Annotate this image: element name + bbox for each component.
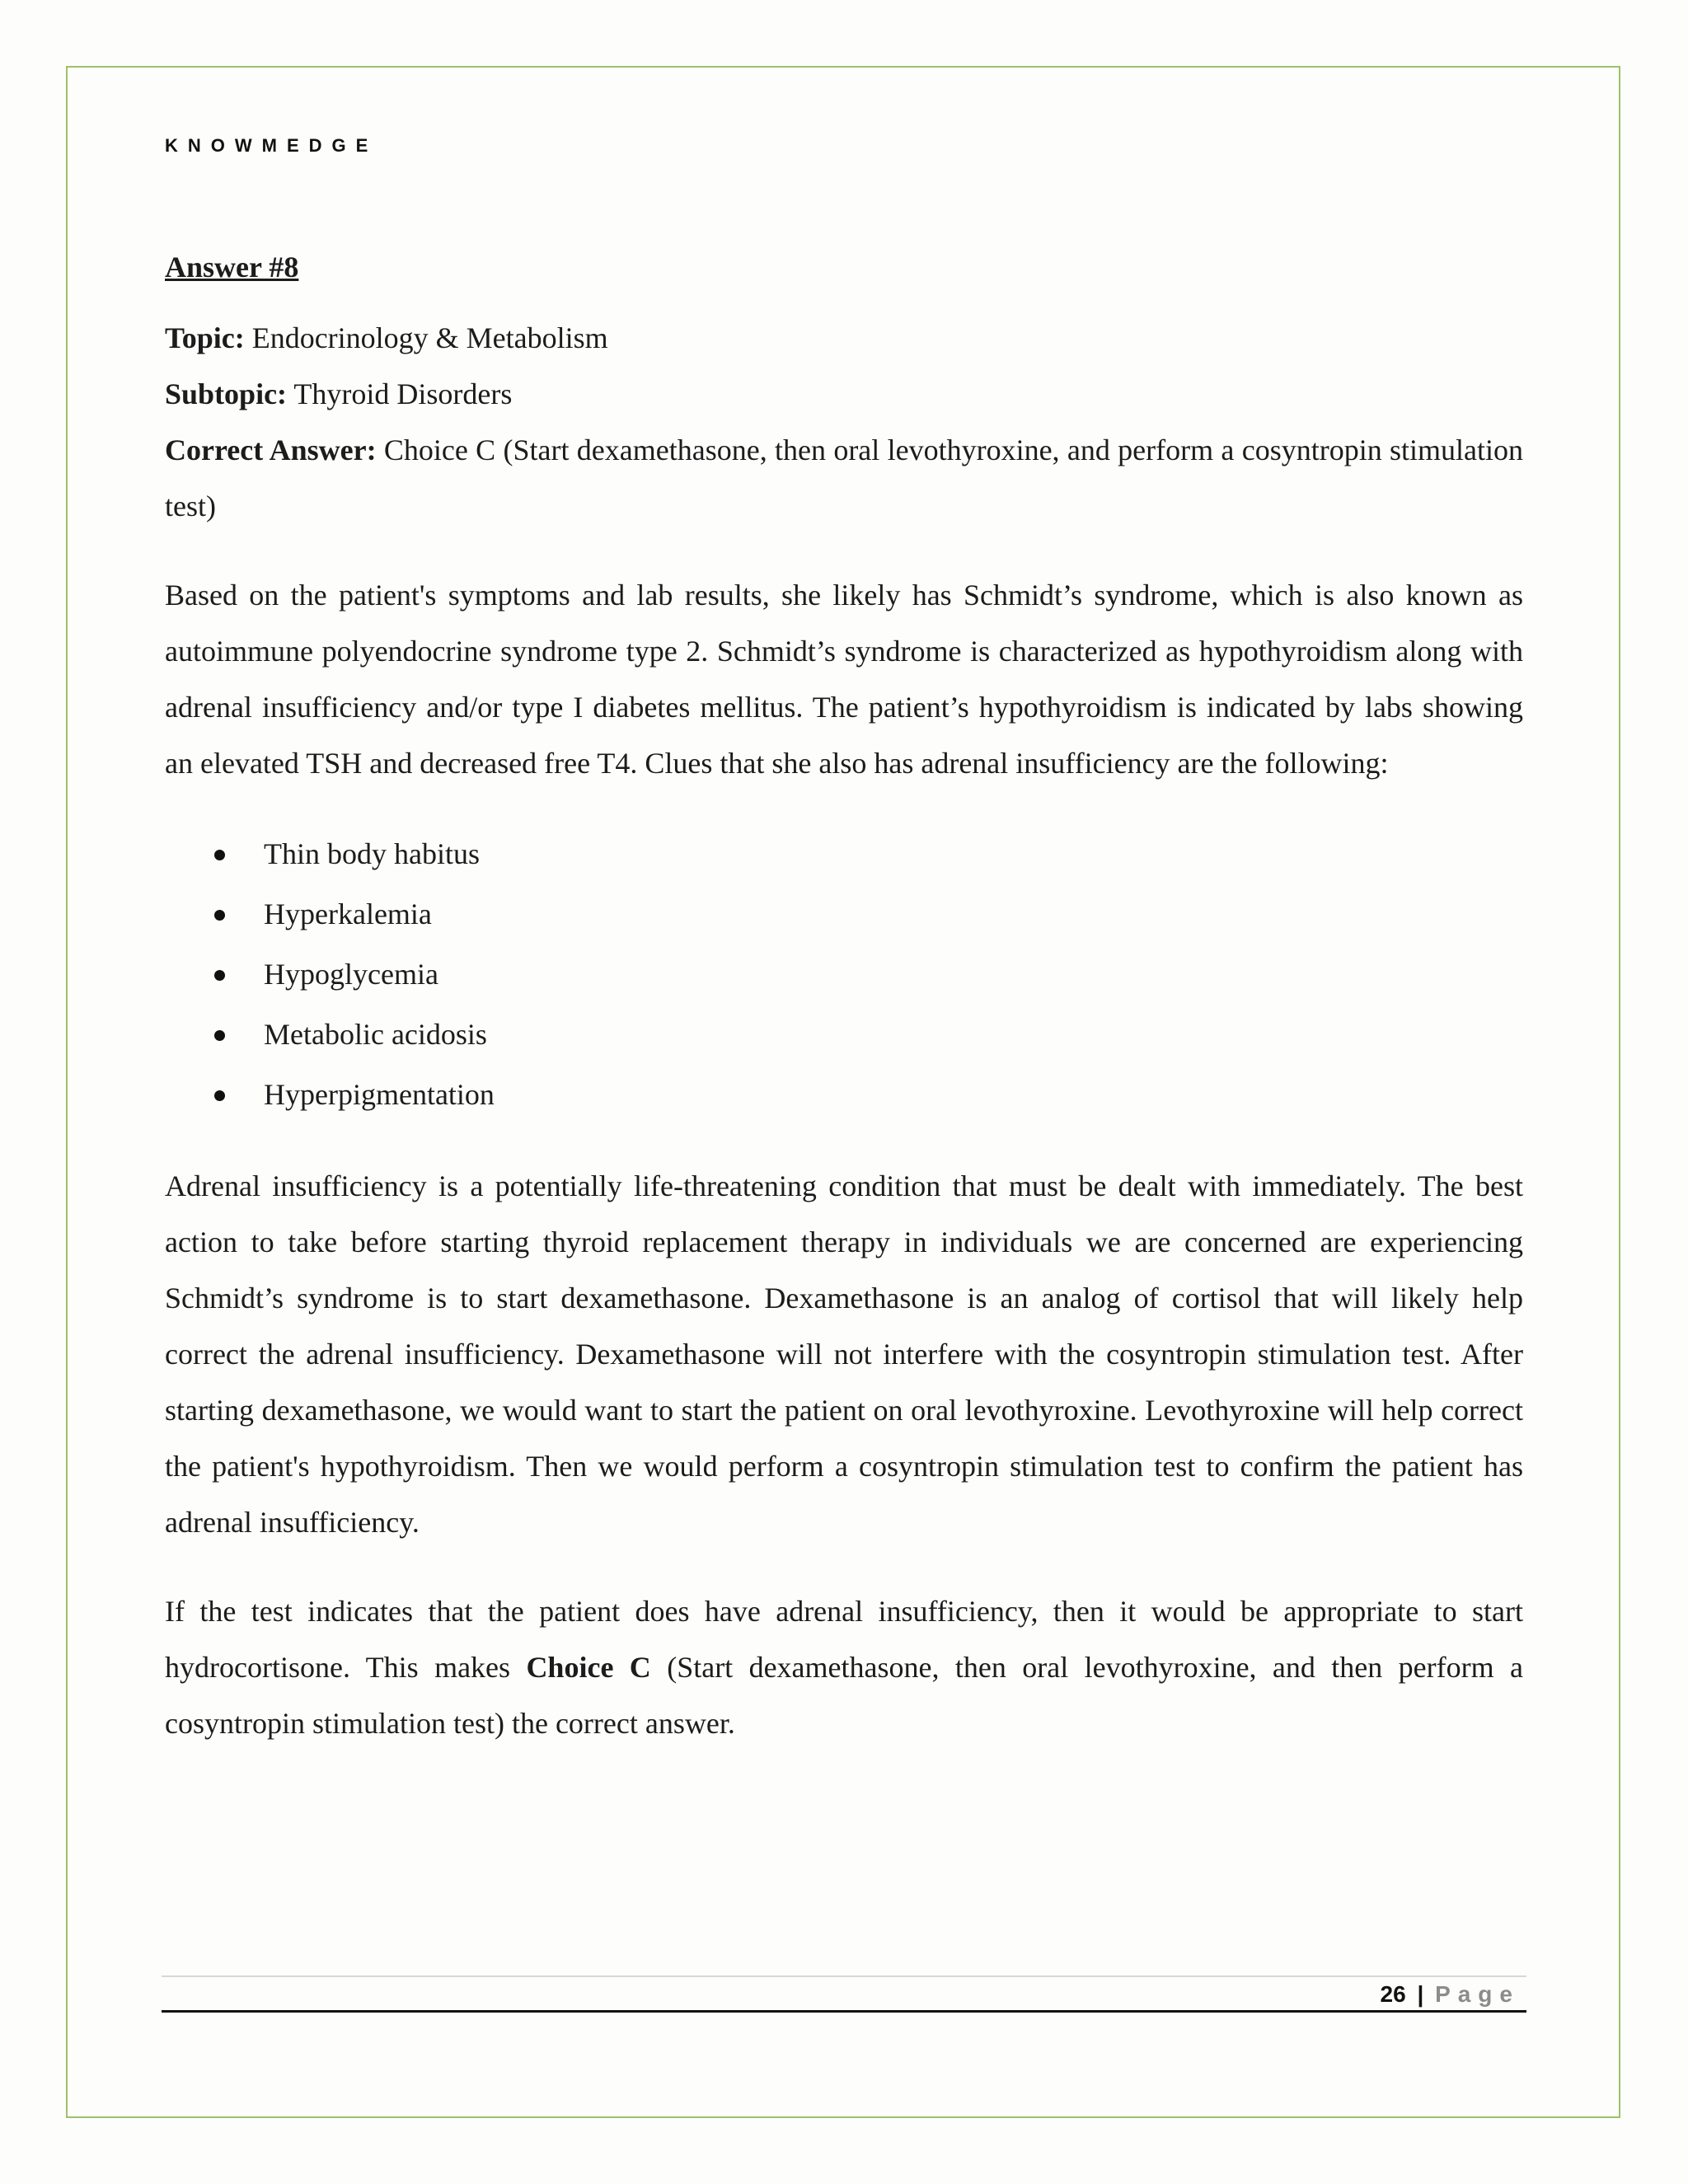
footer-divider-dark [162,2010,1526,2013]
list-item [165,944,1523,1005]
page-label: Page [1435,1981,1520,2007]
footer-divider-light [162,1975,1526,1977]
correct-choice-highlight: Choice C [526,1651,651,1684]
page-number: 26 [1380,1981,1406,2007]
paragraph-2: Adrenal insufficiency is a potentially life-threatening condition that must be dealt with immediately. The best action to take before starting thyroid replacement therapy in individuals we are concerned are experiencing Schmidt’s syndrome is to start dexamethasone. Dexamethasone is an analog of cortisol that will likely help correct the adrenal insufficiency. Dexamethasone will not interfere with the cosyntropin stimulation test. After starting dexamethasone, we would want to start the patient on oral levothyroxine. Levothyroxine will help correct the patient's hypothyroidism. Then we would perform a cosyntropin stimulation test to confirm the patient has adrenal insufficiency. [165,1169,1523,1539]
subtopic-line [165,366,1523,422]
list-item-text: Hyperpigmentation [264,1078,495,1111]
page-footer [1381,1981,1521,2008]
bullet-icon [214,1090,225,1101]
list-item-text: Thin body habitus [264,837,480,870]
topic-label: Topic: [165,321,245,354]
paragraph-3 [165,1583,1523,1751]
bullet-icon [214,970,225,981]
list-item [165,1065,1523,1125]
correct-answer-label: Correct Answer: [165,434,377,466]
list-item-text: Hypoglycemia [264,958,438,991]
bullet-icon [214,910,225,921]
answer-title: Answer #8 [165,251,299,284]
paragraph-3-end: (Start dexamethasone, then oral levothyroxine, and then perform a cosyntropin stimulation test) the correct answer. [165,1651,1523,1740]
correct-answer-line [165,422,1523,534]
header-brand: KNOWMEDGE [165,135,378,156]
clue-list [165,824,1523,1125]
list-item-text: Hyperkalemia [264,898,432,930]
list-item [165,884,1523,944]
correct-answer-value: Choice C (Start dexamethasone, then oral levothyroxine, and perform a cosyntropin stimulation test) [165,434,1524,523]
topic-value: Endocrinology & Metabolism [251,321,608,354]
bullet-icon [214,1030,225,1041]
footer-separator: | [1417,1981,1424,2007]
subtopic-label: Subtopic: [165,377,288,410]
list-item [165,1005,1523,1065]
bullet-icon [214,850,225,860]
topic-line [165,310,1523,366]
list-item-text: Metabolic acidosis [264,1018,487,1051]
list-item [165,824,1523,884]
paragraph-1: Based on the patient's symptoms and lab results, she likely has Schmidt’s syndrome, which is also known as autoimmune polyendocrine syndrome type 2. Schmidt’s syndrome is characterized as hypothyroidism along with adrenal insufficiency and/or type I diabetes mellitus. The patient’s hypothyroidism is indicated by labs showing an elevated TSH and decreased free T4. Clues that she also has adrenal insufficiency are the following: [165,579,1523,780]
document-body [165,239,1523,1751]
subtopic-value: Thyroid Disorders [293,377,513,410]
paragraph-3-start: If the test indicates that the patient does have adrenal insufficiency, then it would be appropriate to start hydrocortisone. This makes [165,1595,1523,1684]
